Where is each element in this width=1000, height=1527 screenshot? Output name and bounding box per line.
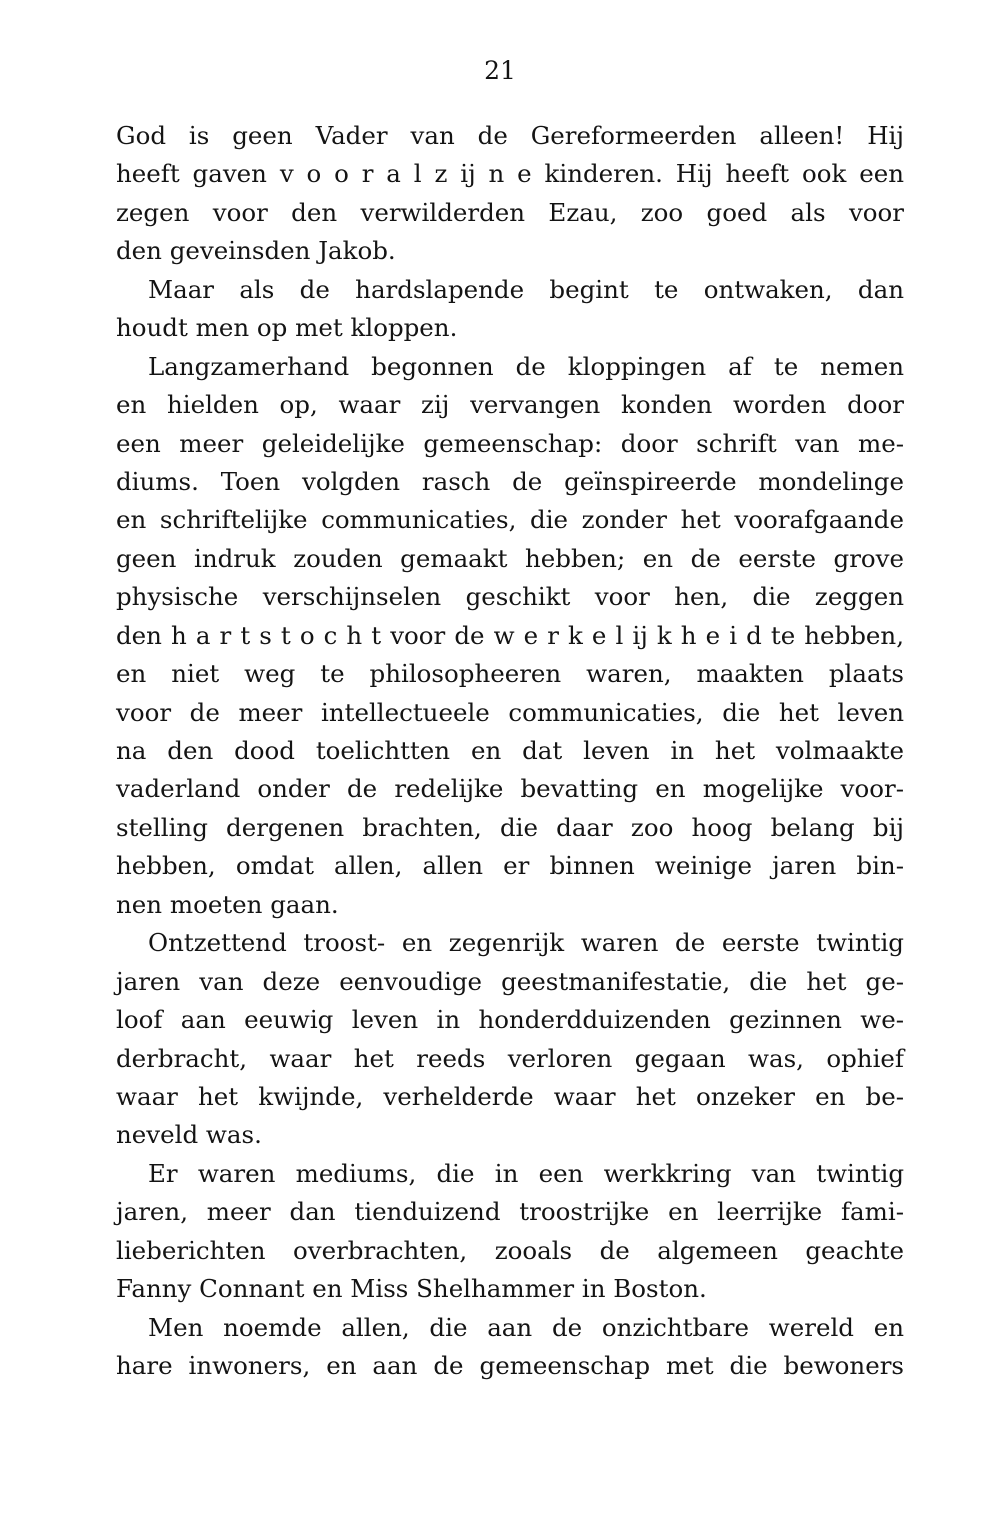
text-line: hebben, omdat allen, allen er binnen weinige jaren bin- [116, 851, 904, 881]
paragraph-first-line: Er waren mediums, die in een werkkring van twintig [148, 1158, 904, 1188]
text-line: loof aan eeuwig leven in honderdduizenden gezinnen we- [116, 1005, 904, 1035]
text-line: en hielden op, waar zij vervangen konden worden door [116, 390, 904, 420]
text-line: zegen voor den verwilderden Ezau, zoo goed als voor [116, 197, 904, 227]
text-line: jaren van deze eenvoudige geestmanifestatie, die het ge- [116, 966, 904, 996]
text-line: lieberichten overbrachten, zooals de algemeen geachte [116, 1235, 904, 1265]
text-line: jaren, meer dan tienduizend troostrijke en leerrijke fami- [116, 1197, 904, 1227]
text-line: na den dood toelichtten en dat leven in het volmaakte [116, 736, 904, 765]
text-line: houdt men op met kloppen. [116, 313, 458, 343]
text-line: voor de meer intellectueele communicaties, die het leven [116, 697, 904, 727]
text-line: God is geen Vader van de Gereformeerden alleen! Hij [116, 121, 904, 150]
text-line: een meer geleidelijke gemeenschap: door schrift van me- [116, 428, 904, 458]
paragraph-first-line: Maar als de hardslapende begint te ontwaken, dan [148, 274, 904, 304]
text-line: physische verschijnselen geschikt voor hen, die zeggen [116, 582, 904, 612]
text-line: stelling dergenen brachten, die daar zoo hoog belang bij [116, 812, 904, 842]
text-line: geen indruk zouden gemaakt hebben; en de eerste grove [116, 543, 904, 573]
text-line: hare inwoners, en aan de gemeenschap met die bewoners [116, 1351, 904, 1380]
text-line: nen moeten gaan. [116, 889, 339, 919]
paragraph-first-line: Men noemde allen, die aan de onzichtbare wereld en [148, 1312, 904, 1342]
paragraph-first-line: Ontzettend troost- en zegenrijk waren de eerste twintig [148, 928, 904, 958]
text-line: en niet weg te philosopheeren waren, maakten plaats [116, 659, 904, 689]
text-line: vaderland onder de redelijke bevatting en mogelijke voor- [116, 774, 904, 804]
text-line: en schriftelijke communicaties, die zonder het voorafgaande [116, 505, 904, 535]
text-line: waar het kwijnde, verhelderde waar het onzeker en be- [116, 1081, 904, 1111]
text-line: Fanny Connant en Miss Shelhammer in Boston. [116, 1274, 707, 1304]
text-line: den geveinsden Jakob. [116, 236, 396, 266]
paragraph-first-line: Langzamerhand begonnen de kloppingen af te nemen [148, 351, 904, 381]
body-text [116, 117, 904, 1385]
text-line: derbracht, waar het reeds verloren gegaan was, ophief [116, 1043, 904, 1073]
page-number: 21 [484, 56, 516, 85]
text-line: den h a r t s t o c h t voor de w e r k e l ij k h e i d te hebben, [116, 620, 904, 650]
text-line: neveld was. [116, 1120, 262, 1150]
text-line: diums. Toen volgden rasch de geïnspireerde mondelinge [116, 466, 904, 496]
text-line: heeft gaven v o o r a l z ij n e kinderen. Hij heeft ook een [116, 159, 904, 189]
